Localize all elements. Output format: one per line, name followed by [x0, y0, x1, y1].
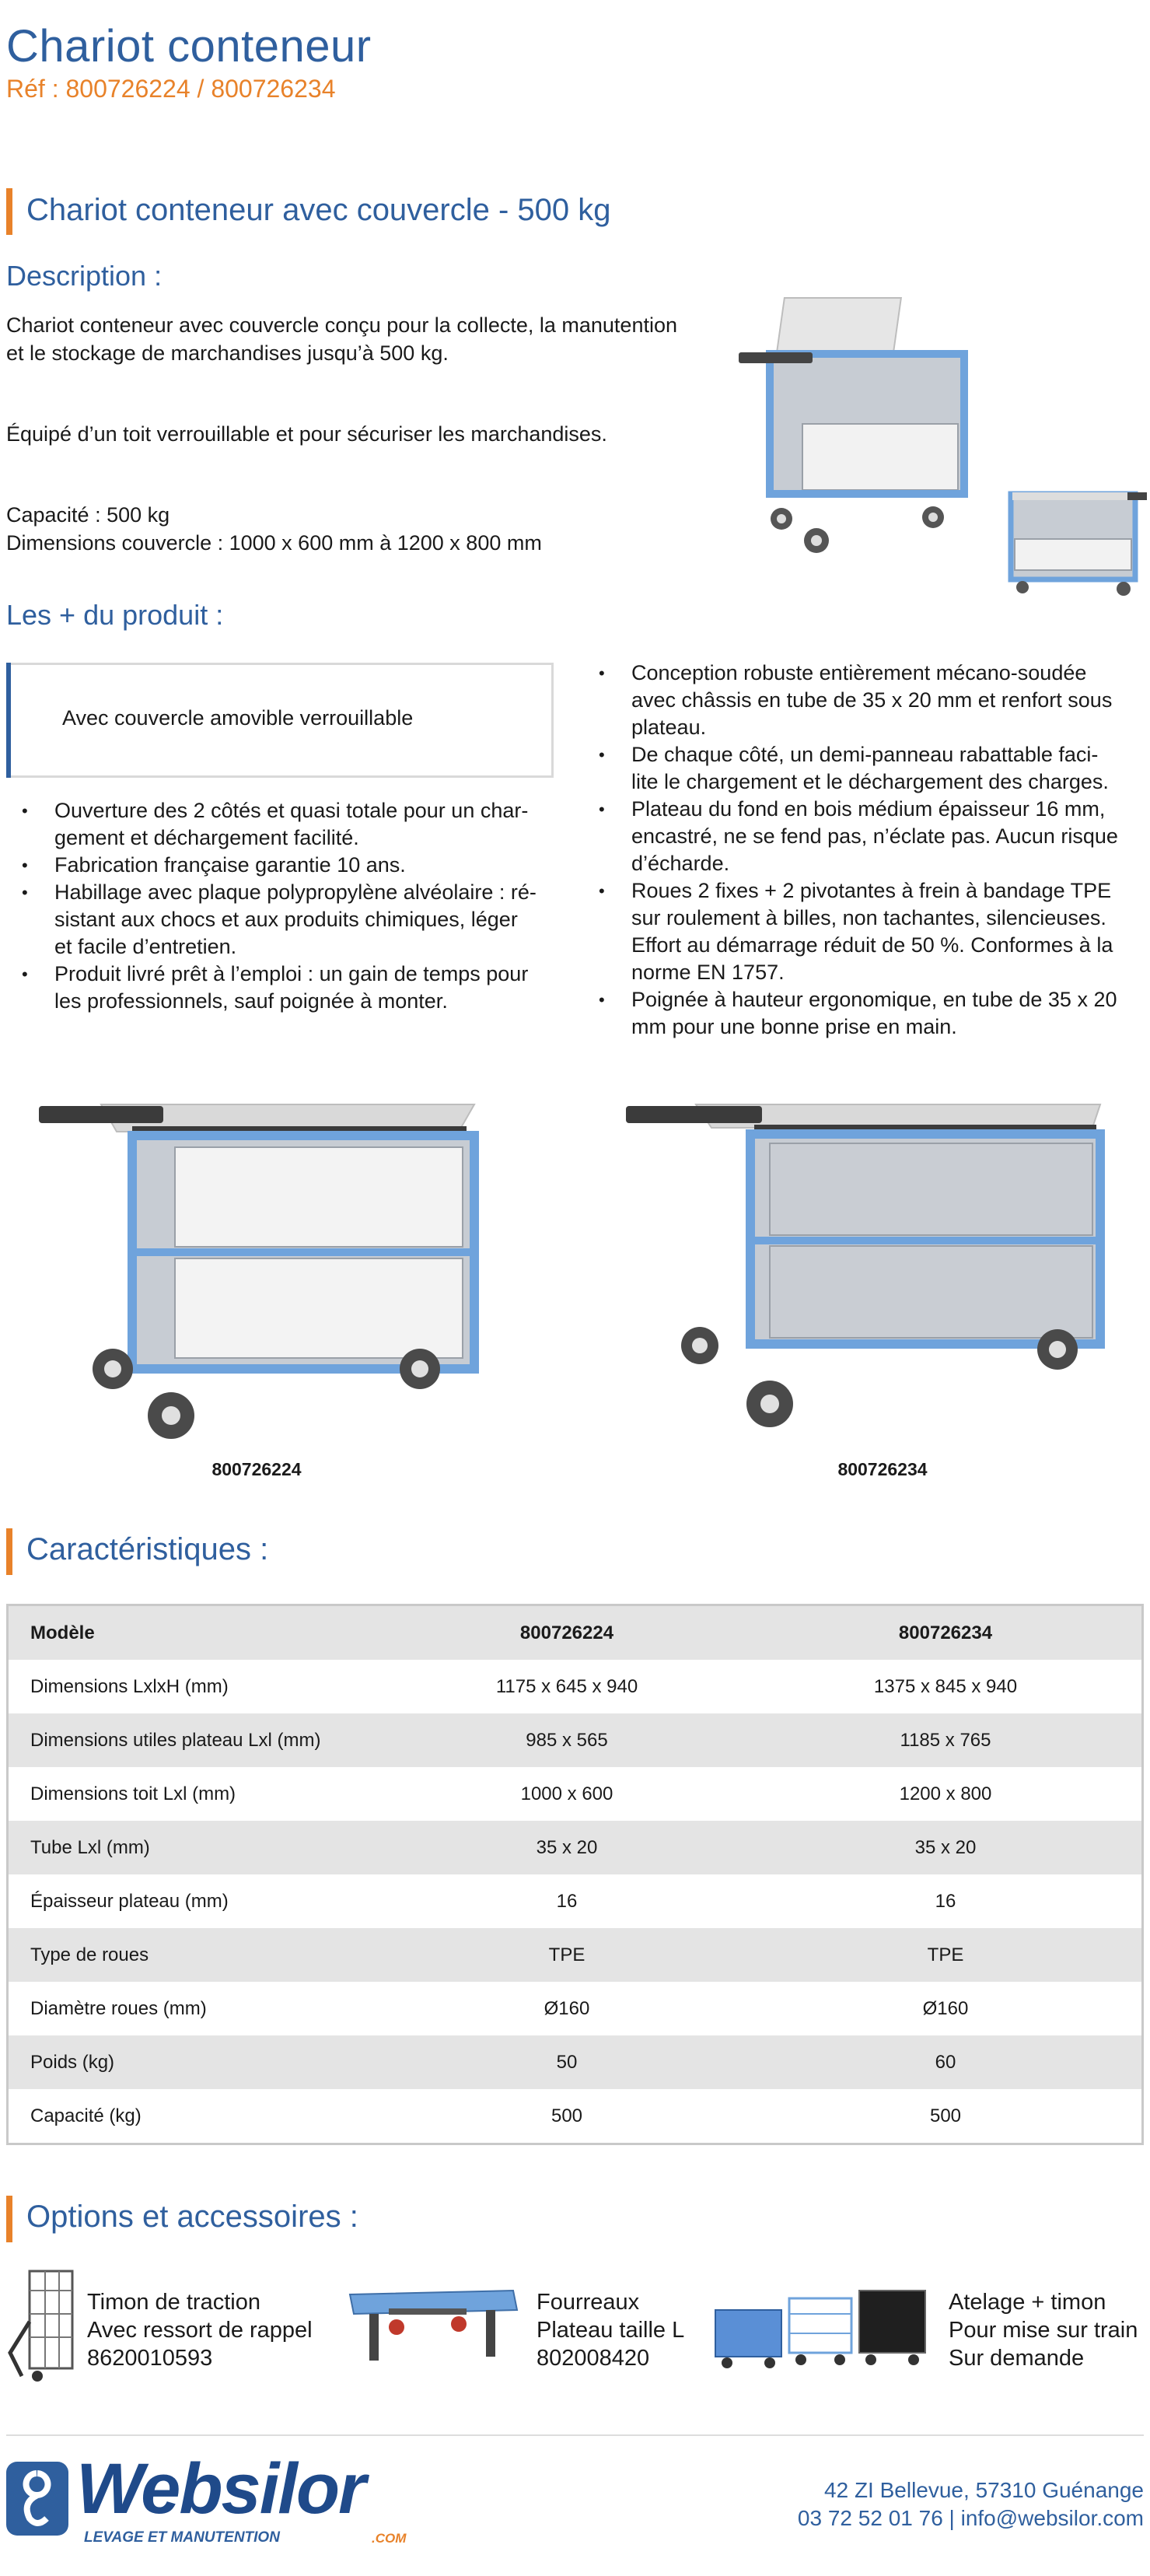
product-photo-pair	[739, 292, 1147, 603]
logo-domain: .COM	[372, 2531, 407, 2546]
specs-heading: Caractéristiques :	[26, 1532, 269, 1566]
table-header-row	[8, 1605, 1143, 1661]
cell: 1000 x 600	[520, 1783, 613, 1804]
cell: 35 x 20	[536, 1836, 598, 1858]
table-row	[8, 2035, 1143, 2089]
row-label: Diamètre roues (mm)	[30, 1997, 207, 2019]
footer-address: 42 ZI Bellevue, 57310 Guénange	[824, 2478, 1144, 2502]
options-heading: Options et accessoires :	[26, 2200, 358, 2234]
table-row	[8, 1982, 1143, 2035]
cell: 1375 x 845 x 940	[873, 1675, 1018, 1697]
photo-caption: 800726224	[211, 1459, 302, 1479]
description-line: Chariot conteneur avec couvercle conçu pour la collecte, la manutention	[6, 313, 677, 337]
list-item: • Roues 2 fixes + 2 pivotantes à frein à bandage TPE sur roulement à billes, non tachantes, silencieuses. Effort au démarrage réduit de 50 %. Conformes à la norme EN 1757.	[583, 877, 1147, 986]
specs-table	[6, 1604, 1144, 2145]
cell: TPE	[548, 1944, 585, 1965]
row-label: Poids (kg)	[30, 2051, 115, 2073]
cell: 50	[556, 2051, 578, 2073]
description-line: Équipé d’un toit verrouillable et pour sécuriser les marchandises.	[6, 422, 607, 446]
product-reference: Réf : 800726224 / 800726234	[6, 75, 336, 103]
description-line: et le stockage de marchandises jusqu’à 500 kg.	[6, 341, 449, 365]
cell: 16	[556, 1890, 578, 1912]
row-label: Dimensions LxlxH (mm)	[30, 1675, 229, 1697]
list-item: • De chaque côté, un demi-panneau rabattable faci- lite le chargement et le déchargement des charges.	[583, 741, 1147, 796]
section-accent-bar	[6, 1528, 12, 1575]
right-bullet-list	[583, 660, 1147, 1041]
product-photo-800726224	[39, 1089, 490, 1454]
description-line: Dimensions couvercle : 1000 x 600 mm à 1200 x 800 mm	[6, 531, 542, 555]
highlight-text: Avec couvercle amovible verrouillable	[62, 706, 414, 730]
option-coupling: Atelage + timon Pour mise sur train Sur demande	[949, 2290, 1138, 2371]
row-label: Type de roues	[30, 1944, 149, 1965]
product-photo-800726234	[626, 1089, 1116, 1447]
page-title: Chariot conteneur	[6, 21, 372, 72]
cell: 35 x 20	[914, 1836, 977, 1858]
footer-contact[interactable]: 03 72 52 01 76 | info@websilor.com	[797, 2506, 1144, 2530]
table-row	[8, 1660, 1143, 1713]
column-header: Modèle	[30, 1622, 95, 1643]
section-accent-bar	[6, 2196, 12, 2242]
option-tow-bar: Timon de traction Avec ressort de rappel 8620010593	[87, 2290, 313, 2371]
cell: 1175 x 645 x 940	[495, 1675, 638, 1697]
cell: 60	[935, 2051, 956, 2073]
list-item: • Produit livré prêt à l’emploi : un gain de temps pour les professionnels, sauf poignée à monter.	[6, 961, 566, 1015]
list-item: • Fabrication française garantie 10 ans.	[6, 852, 566, 879]
tow-bar-image	[6, 2267, 76, 2384]
table-row	[8, 2089, 1143, 2144]
cell: 1185 x 765	[900, 1729, 991, 1751]
cell: 500	[551, 2105, 583, 2126]
cell: 16	[935, 1890, 956, 1912]
column-header: 800726224	[519, 1622, 614, 1643]
logo-tagline: LEVAGE ET MANUTENTION	[84, 2529, 280, 2546]
logo-wordmark: Websilor	[76, 2449, 365, 2529]
row-label: Tube Lxl (mm)	[30, 1836, 150, 1858]
cell: 1200 x 800	[899, 1783, 992, 1804]
plus-heading: Les + du produit :	[6, 599, 224, 631]
cell: Ø160	[922, 1997, 969, 2019]
row-label: Capacité (kg)	[30, 2105, 142, 2126]
cart-large-illustration	[739, 298, 964, 553]
cell: 985 x 565	[526, 1729, 608, 1751]
footer-divider	[6, 2434, 1144, 2436]
photo-caption: 800726234	[837, 1459, 928, 1479]
row-label: Dimensions utiles plateau Lxl (mm)	[30, 1729, 321, 1751]
product-title: Chariot conteneur avec couvercle - 500 kg	[26, 193, 611, 227]
list-item: • Habillage avec plaque polypropylène alvéolaire : ré- sistant aux chocs et aux produits chimiques, léger et facile d’entretien.	[6, 879, 566, 961]
row-label: Épaisseur plateau (mm)	[30, 1890, 229, 1912]
description-line: Capacité : 500 kg	[6, 503, 170, 527]
cell: 500	[929, 2105, 962, 2126]
cart-small-illustration	[1011, 492, 1147, 596]
list-item: • Conception robuste entièrement mécano-soudée avec châssis en tube de 35 x 20 mm et renfort sous plateau.	[583, 660, 1147, 741]
left-bullet-list	[6, 797, 566, 1015]
highlight-accent-bar	[6, 663, 11, 778]
table-row	[8, 1821, 1143, 1874]
description-heading: Description :	[6, 260, 163, 292]
table-row	[8, 1713, 1143, 1767]
cell: TPE	[927, 1944, 964, 1965]
column-header: 800726234	[898, 1622, 993, 1643]
table-row	[8, 1874, 1143, 1928]
list-item: • Plateau du fond en bois médium épaisseur 16 mm, encastré, ne se fend pas, n’éclate pas. Aucun risque d’écharde.	[583, 796, 1147, 877]
cell: Ø160	[544, 1997, 590, 2019]
coupling-train-image	[711, 2279, 929, 2372]
section-accent-bar	[6, 188, 12, 235]
fork-sleeves-image	[342, 2279, 521, 2372]
row-label: Dimensions toit Lxl (mm)	[30, 1783, 236, 1804]
table-row	[8, 1928, 1143, 1982]
table-row	[8, 1767, 1143, 1821]
option-fork-sleeves: Fourreaux Plateau taille L 802008420	[537, 2290, 685, 2371]
list-item: • Ouverture des 2 côtés et quasi totale pour un char- gement et déchargement facilité.	[6, 797, 566, 852]
list-item: • Poignée à hauteur ergonomique, en tube de 35 x 20 mm pour une bonne prise en main.	[583, 986, 1147, 1041]
